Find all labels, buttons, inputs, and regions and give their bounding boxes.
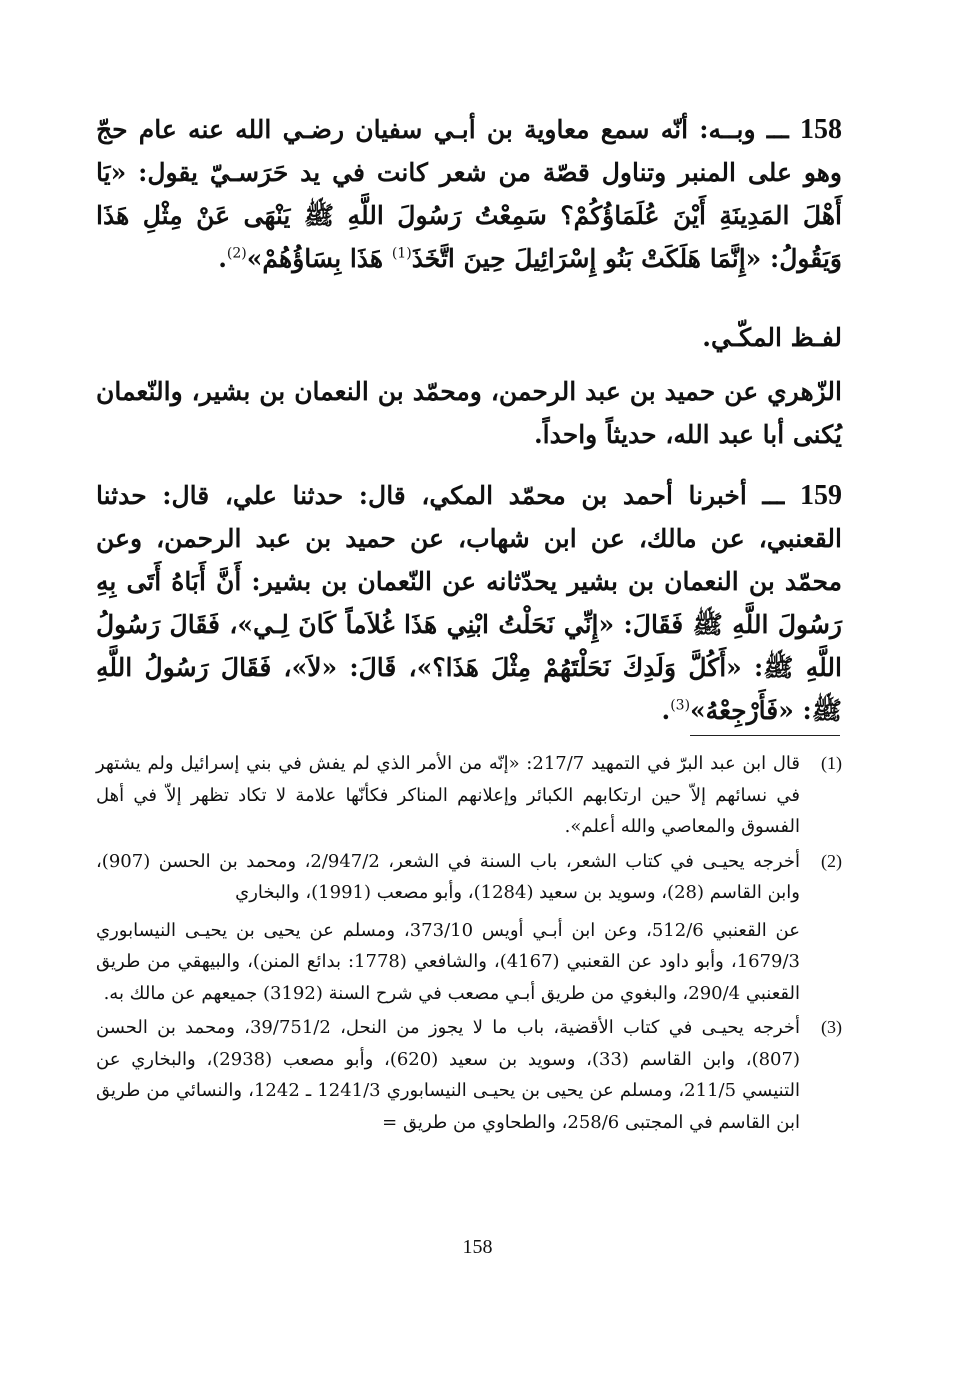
hadith-number: 159 (799, 480, 842, 511)
footnote-text (96, 851, 800, 1004)
number-dash: ـــ (762, 481, 785, 510)
footnote-text: أخرجه يحيـى في كتاب الأقضية، باب ما لا يجوز من النحل، 39/751/2، ومحمد بن الحسن (807)، وابن القاسم (33)، وسويد بن سعيد (620)، وأبو مصعب (2938)، والبخاري عن التنيسي 211/5، ومسلم عن يحيى بن يحيـى النيسابوري 1241/3 ـ 1242، والنسائي من طريق ابن القاسم في المجتبى 258/6، والطحاوي من طريق = (96, 1017, 801, 1133)
number-dash: ـــ (766, 115, 789, 144)
hadith-text: وبــه: أنّه سمع معاوية بن أبـي سفيان رضـي الله عنه عام حجّ وهو على المنبر وتناول قصّة من شعر كانت في يد حَرَسـيّ يقول: «يَا أَهْلَ المَدِينَةِ أَيْنَ عُلَمَاؤُكُمْ؟ سَمِعْتُ رَسُولَ اللَّهِ ﷺ يَنْهَى عَنْ مِثْلِ هَذَا وَيَقُولُ: «إِنَّمَا هَلَكَتْ بَنُو إِسْرَائِيلَ حِينَ اتَّخَذَ (96, 115, 842, 273)
footnote-text: قال ابن عبد البرّ في التمهيد 217/7: «إنّه من الأمر الذي لم يفش في بني إسرائيل ولم يشتهر في نسائهم إلاّ حين ارتكابهم الكبائر وإعلانهم المناكر فكأنّها علامة لا تكاد تظهر إلاّ في أهل الفسوق والمعاصي والله أعلم». (96, 753, 800, 837)
line-gap (96, 909, 800, 915)
hadith-end: . (218, 244, 227, 273)
hadith-159 (96, 474, 842, 725)
footnote-ref-1: (1) (391, 245, 412, 262)
footnote-ref-2: (2) (226, 245, 247, 262)
footnote-number: (1) (821, 753, 842, 773)
page-number: 158 (462, 1236, 493, 1258)
wording-note: لفـظ المكّـي. (702, 323, 842, 352)
footnote-number: (3) (821, 1017, 842, 1037)
footnote-1 (96, 748, 842, 843)
hadith-158 (96, 108, 842, 298)
footnote-2 (96, 846, 842, 1010)
hadith-number: 158 (799, 114, 842, 145)
hadith-end: . (661, 696, 671, 725)
isnad-paragraph: الزّهري عن حميد بن عبد الرحمن، ومحمّد بن النعمان بن بشير، والنّعمان يُكنى أبا عبد الله، حديثاً واحداً. (96, 377, 842, 449)
footnote-number: (2) (821, 850, 842, 871)
footnote-text-part2: عن القعنبي 512/6، وعن ابن أبـي أويس 373/10، ومسلم عن يحيى بن يحيـى النيسابوري 1679/3، وأبو داود عن القعنبي (4167)، والشافعي (1778: بدائع المنن)، والبيهقي من طريق القعنبي 290/4، والبغوي من طريق أبـي مصعب في شرح السنة (3192) جميعهم عن مالك به. (96, 919, 801, 1004)
footnote-text-part1: أخرجه يحيـى في كتاب الشعر، باب السنة في الشعر، 2/947/2، ومحمد بن الحسن (907)، وابن القاسم (28)، وسويد بن سعيد (1284)، وأبو مصعب (1991)، والبخاري (96, 850, 800, 903)
hadith-text-cont: هَذَا بِسَاؤُهُمْ» (246, 244, 392, 273)
footnote-3 (96, 1012, 842, 1138)
footnotes (96, 748, 842, 1141)
footnote-ref-3: (3) (670, 697, 691, 714)
hadith-text: أخبرنا أحمد بن محمّد المكي، قال: حدثنا علي، قال: حدثنا القعنبي، عن مالك، عن ابن شهاب، عن حميد بن عبد الرحمن، وعن محمّد بن النعمان بن بشير يحدّثانه عن النّعمان بن بشير: أَنَّ أَبَاهُ أَتَى بِهِ رَسُولَ اللَّهِ ﷺ فَقَالَ: «إِنِّي نَحَلْتُ ابْنِي هَذَا غُلاَماً كَانَ لِـي»، فَقَالَ رَسُولُ اللَّهِ ﷺ: «أَكُلَّ وَلَدِكَ نَحَلْتَهُمْ مِثْلَ هَذَا؟»، قَالَ: «لاَ»، فَقَالَ رَسُولُ اللَّهِ ﷺ: «فَأَرْجِعْهُ» (96, 481, 842, 725)
footnote-separator (690, 735, 840, 736)
